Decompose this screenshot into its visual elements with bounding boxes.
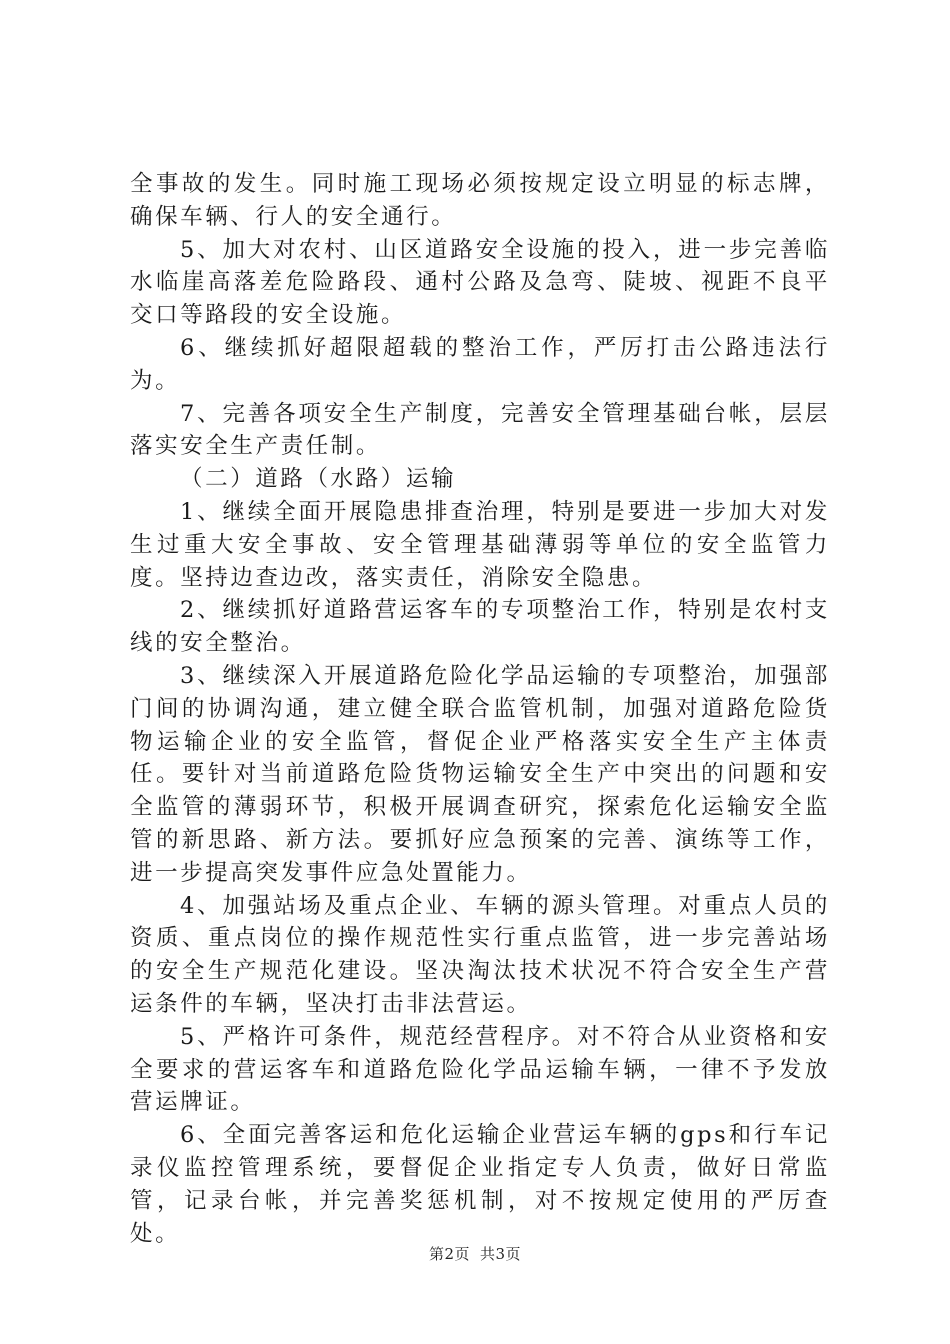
page-number-current: 第2页 [428,1245,470,1263]
paragraph-1: 全事故的发生。同时施工现场必须按规定设立明显的标志牌，确保车辆、行人的安全通行。 [130,171,830,230]
paragraph-8: 3、继续深入开展道路危险化学品运输的专项整治，加强部门间的协调沟通，建立健全联合监管机制，加强对道路危险货物运输企业的安全监管，督促企业严格落实安全生产主体责任。要针对当前道路危险货物运输安全生产中突出的问题和安全监管的薄弱环节，积极开展调查研究，探索危化运输安全监管的新思路、新方法。要抓好应急预案的完善、演练等工作，进一步提高突发事件应急处置能力。 [130,662,830,886]
document-body [130,168,830,1250]
page-number-total: 共3页 [480,1245,522,1263]
paragraph-10: 5、严格许可条件，规范经营程序。对不符合从业资格和安全要求的营运客车和道路危险化学品运输车辆，一律不予发放营运牌证。 [130,1023,830,1116]
page-footer [0,1244,950,1264]
section-heading-road-waterway-transport: （二）道路（水路）运输 [180,466,457,493]
paragraph-2: 5、加大对农村、山区道路安全设施的投入，进一步完善临水临崖高落差危险路段、通村公路及急弯、陡坡、视距不良平交口等路段的安全设施。 [130,236,830,329]
paragraph-3: 6、继续抓好超限超载的整治工作，严厉打击公路违法行为。 [130,334,830,394]
paragraph-6: 1、继续全面开展隐患排查治理，特别是要进一步加大对发生过重大安全事故、安全管理基础薄弱等单位的安全监管力度。坚持边查边改，落实责任，消除安全隐患。 [130,498,830,591]
paragraph-11: 6、全面完善客运和危化运输企业营运车辆的gps和行车记录仪监控管理系统，要督促企业指定专人负责，做好日常监管，记录台帐，并完善奖惩机制，对不按规定使用的严厉查处。 [130,1122,830,1247]
paragraph-4: 7、完善各项安全生产制度，完善安全管理基础台帐，层层落实安全生产责任制。 [130,400,830,460]
paragraph-7: 2、继续抓好道路营运客车的专项整治工作，特别是农村支线的安全整治。 [130,597,830,657]
paragraph-9: 4、加强站场及重点企业、车辆的源头管理。对重点人员的资质、重点岗位的操作规范性实行重点监管，进一步完善站场的安全生产规范化建设。坚决淘汰技术状况不符合安全生产营运条件的车辆，坚决打击非法营运。 [130,892,830,1017]
